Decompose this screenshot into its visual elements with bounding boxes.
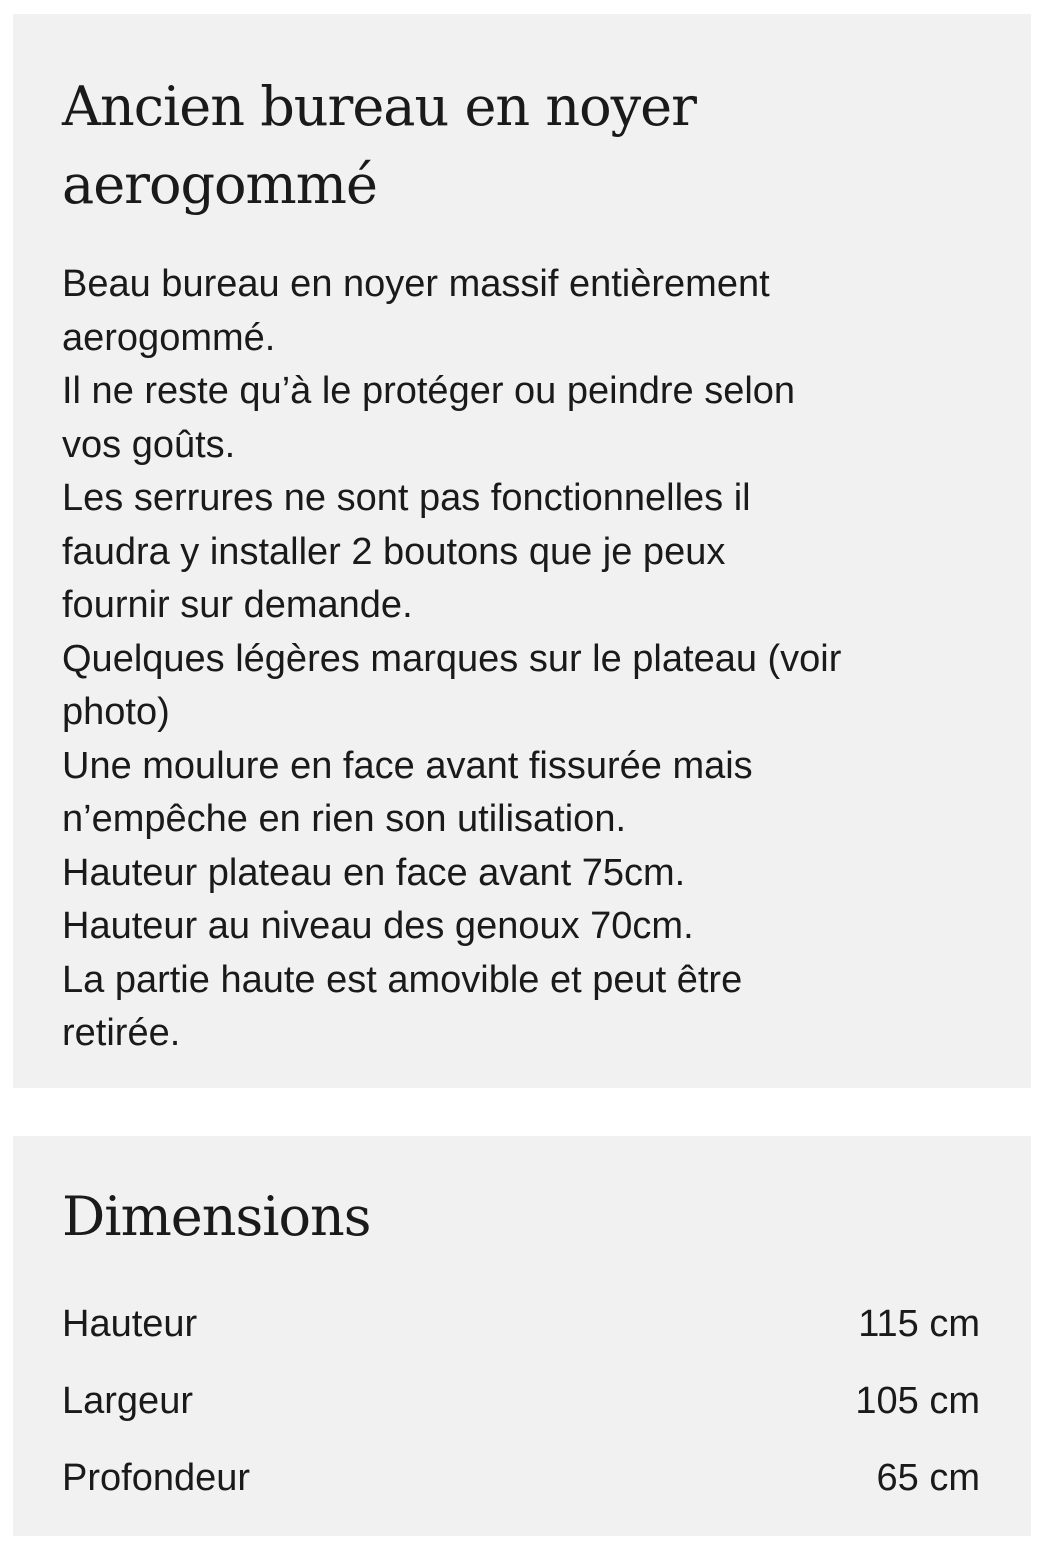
description-line: n’empêche en rien son utilisation. (62, 798, 627, 840)
listing-title-line: Ancien bureau en noyer (62, 75, 696, 138)
dimension-row-profondeur (62, 1440, 982, 1517)
dimension-row-largeur (62, 1363, 982, 1440)
description-line: La partie haute est amovible et peut être (62, 958, 743, 1001)
description-line: retirée. (62, 1012, 181, 1054)
dimension-value: 105 cm (855, 1380, 980, 1422)
description-line: aerogommé. (62, 316, 276, 359)
dimension-label: Profondeur (62, 1457, 251, 1499)
description-line: Hauteur plateau en face avant 75cm. (62, 851, 686, 894)
dimension-label: Hauteur (62, 1303, 198, 1345)
dimension-value: 115 cm (858, 1303, 980, 1345)
description-line: Une moulure en face avant fissurée mais (62, 744, 753, 787)
listing-description (62, 258, 982, 1061)
description-line: fournir sur demande. (62, 584, 413, 626)
listing-title (62, 68, 982, 224)
description-line: Les serrures ne sont pas fonctionnelles il (62, 477, 751, 519)
description-line: Beau bureau en noyer massif entièrement (62, 263, 770, 305)
description-line: faudra y installer 2 boutons que je peux (62, 530, 726, 573)
dimensions-title: Dimensions (62, 1185, 371, 1248)
description-line: vos goûts. (62, 423, 236, 466)
dimensions-card (13, 1136, 1031, 1536)
dimension-row-hauteur (62, 1286, 982, 1363)
dimensions-table (62, 1286, 982, 1517)
description-line: Hauteur au niveau des genoux 70cm. (62, 905, 694, 947)
description-line: Quelques légères marques sur le plateau (voir (62, 637, 842, 680)
description-card (13, 14, 1031, 1088)
description-line: Il ne reste qu’à le protéger ou peindre selon (62, 370, 796, 412)
description-line: photo) (62, 691, 170, 733)
listing-title-line: aerogommé (62, 153, 377, 216)
dimension-value: 65 cm (876, 1457, 980, 1499)
dimension-label: Largeur (62, 1380, 193, 1422)
